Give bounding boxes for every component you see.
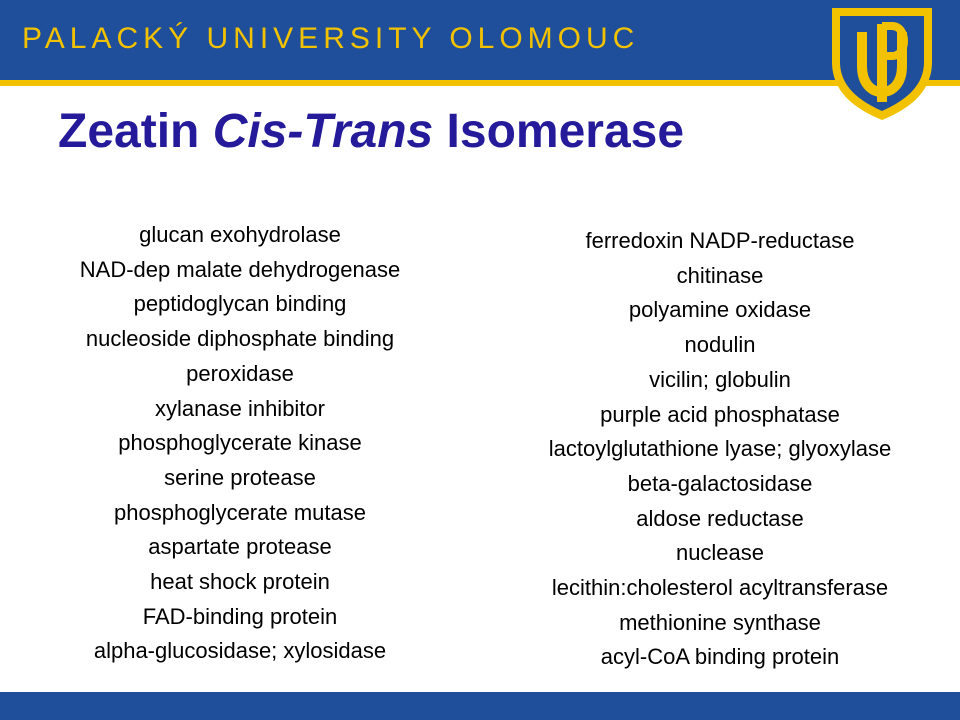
list-item: ferredoxin NADP-reductase <box>585 228 855 253</box>
title-italic-part: Cis-Trans <box>212 105 434 158</box>
university-logo-icon <box>826 4 938 124</box>
list-item: nuclease <box>675 540 765 566</box>
list-item: lecithin:cholesterol acyltransferase <box>551 575 889 601</box>
list-item: phosphoglycerate kinase <box>118 430 362 456</box>
title-part-1: Zeatin <box>58 105 213 158</box>
list-item: glucan exohydrolase <box>139 222 341 247</box>
list-item: acyl-CoA binding protein <box>600 644 840 670</box>
header-accent-stripe <box>0 80 960 86</box>
list-item: purple acid phosphatase <box>600 401 840 427</box>
list-item: xylanase inhibitor <box>155 395 325 421</box>
list-item: aldose reductase <box>636 505 804 531</box>
university-name: PALACKÝ UNIVERSITY OLOMOUC <box>22 22 640 55</box>
list-item: heat shock protein <box>150 569 330 595</box>
list-item: nucleoside diphosphate binding <box>85 326 395 352</box>
list-item: FAD-binding protein <box>142 603 338 629</box>
list-item: aspartate protease <box>148 534 332 560</box>
list-item: phosphoglycerate mutase <box>114 499 366 525</box>
footer-band <box>0 692 960 720</box>
list-item: peroxidase <box>186 360 294 386</box>
list-item: nodulin <box>684 332 756 358</box>
list-item: polyamine oxidase <box>628 297 812 323</box>
list-item: peptidoglycan binding <box>133 291 347 317</box>
slide-title <box>58 104 684 159</box>
title-part-2: Isomerase <box>433 105 685 158</box>
list-item: lactoylglutathione lyase; glyoxylase <box>548 436 892 462</box>
list-item: beta-galactosidase <box>627 470 813 496</box>
list-item: chitinase <box>676 262 764 288</box>
list-item: vicilin; globulin <box>649 366 791 392</box>
left-protein-list <box>10 218 470 669</box>
list-item: methionine synthase <box>619 609 821 635</box>
right-protein-list <box>490 224 950 675</box>
list-item: serine protease <box>164 464 316 490</box>
list-item: NAD-dep malate dehydrogenase <box>79 256 401 282</box>
list-item: alpha-glucosidase; xylosidase <box>93 638 387 664</box>
